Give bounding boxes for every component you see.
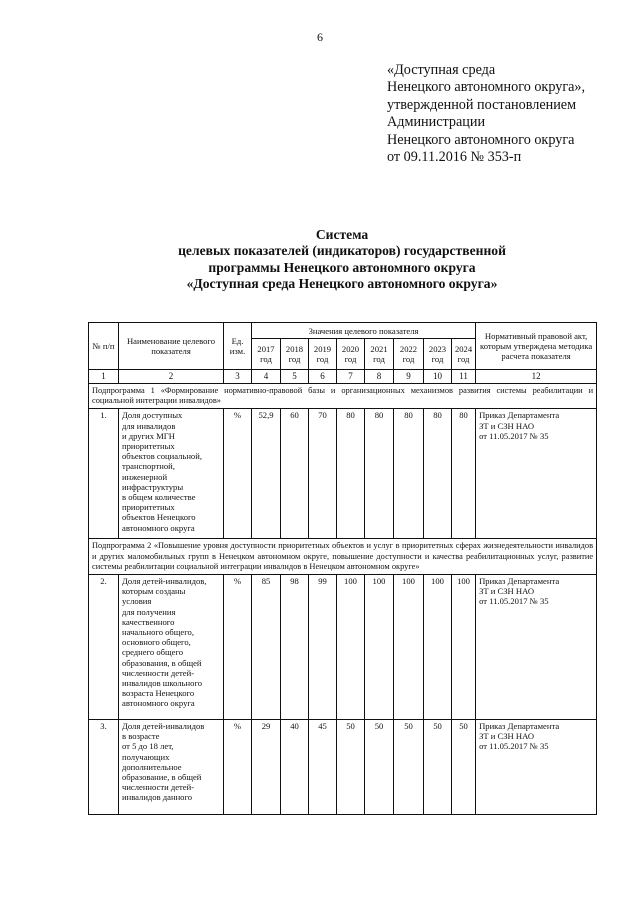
legal-act-line: Приказ Департамента bbox=[479, 576, 560, 587]
unit-cell: % bbox=[224, 409, 252, 539]
column-number: 7 bbox=[337, 370, 365, 384]
approval-line: утвержденной постановлением bbox=[387, 96, 577, 113]
subprogram-1: Подпрограмма 1 «Формирование нормативно-правовой базы и организационных механизмов развития системы реабилитации и социальной интеграции инвалидов» bbox=[89, 384, 597, 409]
column-number: 2 bbox=[119, 370, 224, 384]
header-year-text: 2024 bbox=[454, 344, 473, 354]
indicator-name-line: транспортной, bbox=[122, 461, 175, 472]
header-num: № п/п bbox=[89, 323, 119, 370]
header-year-text: 2019 bbox=[313, 344, 332, 354]
indicator-name-line: от 5 до 18 лет, bbox=[122, 741, 174, 752]
value-cell: 80 bbox=[394, 409, 424, 539]
value-cell: 80 bbox=[337, 409, 365, 539]
indicator-name-line: получающих bbox=[122, 751, 170, 762]
legal-act bbox=[476, 575, 597, 720]
subprogram-2: Подпрограмма 2 «Повышение уровня доступности приоритетных объектов и услуг в приоритетных сферах жизнедеятельности инвалидов и других маломобильных групп в Ненецком автономном округе, повышение доступности и качества реабилитационных услуг, развитие системы реабилитации социальной интеграции инвалидов в Ненецком автономном округе» bbox=[89, 539, 597, 575]
indicator-name-line: объектов Ненецкого bbox=[122, 512, 196, 523]
legal-act-line: ЗТ и СЗН НАО bbox=[479, 731, 535, 742]
indicator-name-line: приоритетных bbox=[122, 441, 175, 452]
title-line: программы Ненецкого автономного округа bbox=[208, 259, 476, 275]
header-year-text: год bbox=[457, 354, 470, 364]
header-name: Наименование целевого показателя bbox=[119, 323, 224, 370]
indicator-name-line: Доля доступных bbox=[122, 410, 183, 421]
indicator-name-line: инвалидов данного bbox=[122, 792, 193, 803]
indicator-name-line: численности детей- bbox=[122, 782, 195, 793]
column-number: 11 bbox=[452, 370, 476, 384]
legal-act bbox=[476, 720, 597, 815]
indicator-name-line: дополнительное bbox=[122, 761, 182, 772]
title-line: целевых показателей (индикаторов) государственной bbox=[178, 243, 506, 259]
column-number: 5 bbox=[281, 370, 309, 384]
value-cell: 80 bbox=[365, 409, 394, 539]
header-year-text: 2017 bbox=[257, 344, 275, 354]
value-cell: 100 bbox=[394, 575, 424, 720]
row-number: 1. bbox=[89, 409, 119, 539]
value-cell: 98 bbox=[281, 575, 309, 720]
title-line: «Доступная среда Ненецкого автономного округа» bbox=[186, 276, 498, 292]
row-number: 2. bbox=[89, 575, 119, 720]
header-year-text: 2022 bbox=[399, 344, 418, 354]
value-cell: 52,9 bbox=[252, 409, 281, 539]
approval-line: Ненецкого автономного округа», bbox=[387, 79, 586, 96]
indicator-name-line: численности детей- bbox=[122, 667, 195, 678]
column-number: 8 bbox=[365, 370, 394, 384]
header-year-text: год bbox=[431, 354, 444, 364]
indicator-name-line: образование, в общей bbox=[122, 772, 202, 783]
column-number: 1 bbox=[89, 370, 119, 384]
column-number: 4 bbox=[252, 370, 281, 384]
header-year bbox=[309, 339, 337, 370]
indicator-name-line: начального общего, bbox=[122, 627, 194, 638]
indicator-name-line: качественного bbox=[122, 616, 175, 627]
indicators-table bbox=[88, 322, 597, 815]
value-cell: 50 bbox=[365, 720, 394, 815]
legal-act bbox=[476, 409, 597, 539]
table-row bbox=[89, 720, 597, 815]
indicator-name-line: Доля детей-инвалидов bbox=[122, 721, 205, 732]
value-cell: 85 bbox=[252, 575, 281, 720]
value-cell: 60 bbox=[281, 409, 309, 539]
indicator-name-line: инфраструктуры bbox=[122, 481, 184, 492]
indicator-name-line: среднего общего bbox=[122, 647, 184, 658]
page-number: 6 bbox=[317, 30, 323, 44]
indicator-name-line: для инвалидов bbox=[122, 420, 176, 431]
table-row bbox=[89, 409, 597, 539]
indicator-name-line: инженерной bbox=[122, 471, 168, 482]
indicator-name bbox=[119, 575, 224, 720]
header-year bbox=[281, 339, 309, 370]
indicator-name-line: образования, в общей bbox=[122, 657, 202, 668]
approval-line: Администрации bbox=[387, 114, 486, 131]
header-year-text: 2021 bbox=[370, 344, 388, 354]
header-values-group: Значения целевого показателя bbox=[252, 323, 476, 339]
header-year-text: 2018 bbox=[285, 344, 304, 354]
indicator-name-line: приоритетных bbox=[122, 502, 175, 513]
header-year bbox=[394, 339, 424, 370]
header-year-text: год bbox=[316, 354, 329, 364]
indicator-name-line: Доля детей-инвалидов, bbox=[122, 576, 207, 587]
value-cell: 100 bbox=[365, 575, 394, 720]
column-number: 6 bbox=[309, 370, 337, 384]
header-act: Нормативный правовой акт, которым утверждена методика расчета показателя bbox=[476, 323, 597, 370]
column-number: 9 bbox=[394, 370, 424, 384]
indicator-name-line: и других МГН bbox=[122, 430, 175, 441]
value-cell: 40 bbox=[281, 720, 309, 815]
value-cell: 100 bbox=[424, 575, 452, 720]
value-cell: 70 bbox=[309, 409, 337, 539]
value-cell: 29 bbox=[252, 720, 281, 815]
indicator-name-line: автономного округа bbox=[122, 698, 195, 709]
column-number: 12 bbox=[476, 370, 597, 384]
value-cell: 80 bbox=[452, 409, 476, 539]
indicator-name-line: инвалидов школьного bbox=[122, 678, 203, 689]
legal-act-line: от 11.05.2017 № 35 bbox=[479, 741, 549, 752]
header-year bbox=[424, 339, 452, 370]
document-title bbox=[0, 227, 640, 293]
legal-act-line: от 11.05.2017 № 35 bbox=[479, 596, 549, 607]
value-cell: 80 bbox=[424, 409, 452, 539]
value-cell: 99 bbox=[309, 575, 337, 720]
value-cell: 45 bbox=[309, 720, 337, 815]
indicator-name bbox=[119, 409, 224, 539]
header-year bbox=[365, 339, 394, 370]
indicator-name-line: в общем количестве bbox=[122, 492, 196, 503]
header-unit: Ед. изм. bbox=[224, 323, 252, 370]
indicator-name-line: которым созданы bbox=[122, 586, 186, 597]
legal-act-line: Приказ Департамента bbox=[479, 721, 560, 732]
value-cell: 50 bbox=[394, 720, 424, 815]
indicator-name-line: для получения bbox=[122, 606, 176, 617]
approval-block bbox=[387, 62, 585, 166]
header-year-text: год bbox=[373, 354, 385, 364]
approval-line: от 09.11.2016 № 353-п bbox=[387, 149, 522, 166]
indicator-name-line: условия bbox=[122, 596, 152, 607]
legal-act-line: ЗТ и СЗН НАО bbox=[479, 420, 535, 431]
header-year bbox=[337, 339, 365, 370]
column-number: 3 bbox=[224, 370, 252, 384]
header-year-text: 2023 bbox=[428, 344, 447, 354]
legal-act-line: ЗТ и СЗН НАО bbox=[479, 586, 535, 597]
value-cell: 100 bbox=[452, 575, 476, 720]
approval-line: «Доступная среда bbox=[387, 62, 496, 78]
unit-cell: % bbox=[224, 720, 252, 815]
title-line: Система bbox=[315, 227, 369, 242]
header-year-text: 2020 bbox=[341, 344, 360, 354]
header-year bbox=[252, 339, 281, 370]
header-year-text: год bbox=[344, 354, 357, 364]
value-cell: 50 bbox=[424, 720, 452, 815]
column-number: 10 bbox=[424, 370, 452, 384]
approval-line: Ненецкого автономного округа bbox=[387, 131, 575, 148]
indicator-name-line: основного общего, bbox=[122, 637, 191, 648]
legal-act-line: от 11.05.2017 № 35 bbox=[479, 430, 549, 441]
value-cell: 50 bbox=[337, 720, 365, 815]
header-year-text: год bbox=[402, 354, 415, 364]
indicator-name bbox=[119, 720, 224, 815]
value-cell: 50 bbox=[452, 720, 476, 815]
indicator-name-line: автономного округа bbox=[122, 522, 195, 533]
header-year-text: год bbox=[288, 354, 301, 364]
indicator-name-line: в возрасте bbox=[122, 731, 160, 742]
unit-cell: % bbox=[224, 575, 252, 720]
table-row bbox=[89, 575, 597, 720]
legal-act-line: Приказ Департамента bbox=[479, 410, 560, 421]
row-number: 3. bbox=[89, 720, 119, 815]
indicator-name-line: возраста Ненецкого bbox=[122, 688, 195, 699]
indicator-name-line: объектов социальной, bbox=[122, 451, 202, 462]
value-cell: 100 bbox=[337, 575, 365, 720]
header-year bbox=[452, 339, 476, 370]
header-year-text: год bbox=[260, 354, 272, 364]
